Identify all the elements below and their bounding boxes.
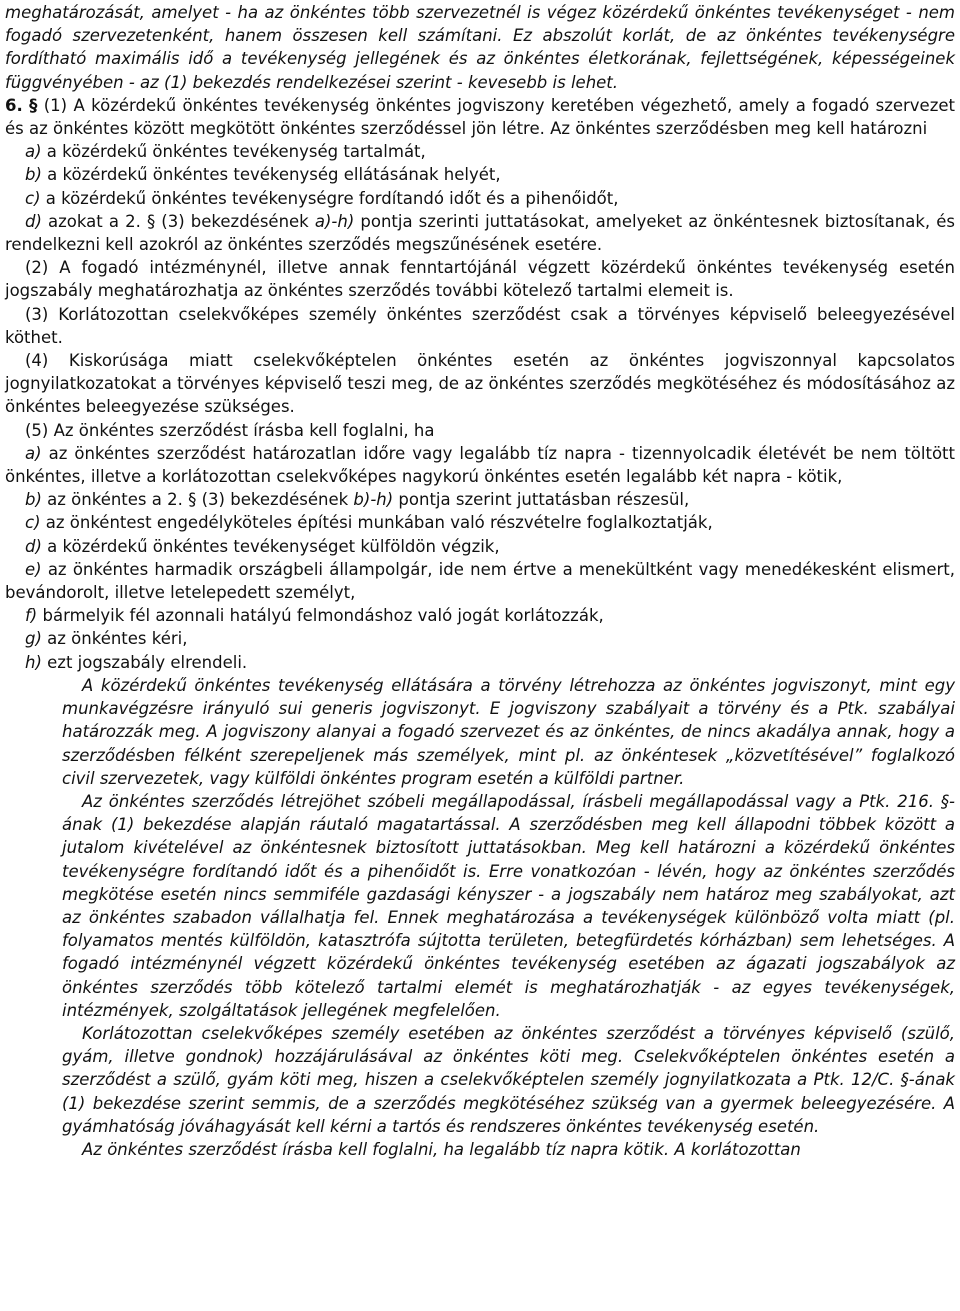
- list-item-text: pontja szerint juttatásban részesül,: [393, 490, 690, 510]
- list-item-key: d): [25, 536, 42, 556]
- section-sign: §: [29, 95, 38, 115]
- section-6-paragraph-3: (3) Korlátozottan cselekvőképes személy önkéntes szerződést csak a törvényes képviselő beleegyezésével köthet.: [5, 304, 955, 347]
- list-item-key: b): [25, 165, 42, 185]
- section-6-paragraph-1: [5, 94, 955, 140]
- list-item-text: bármelyik fél azonnali hatályú felmondáshoz való jogát korlátozzák,: [37, 606, 604, 626]
- list-item-text: ezt jogszabály elrendeli.: [41, 652, 248, 672]
- list-item-key: d): [25, 211, 42, 231]
- commentary-paragraph: Korlátozottan cselekvőképes személy esetében az önkéntes szerződést a törvényes képviselő (szülő, gyám, illetve gondnok) hozzájárulásával az önkéntes köti meg. Cselekvőképtelen önkéntes esetén a szerződést a szülő, gyám köti meg, hiszen a cselekvőképtelen személy jognyilatkozata a Ptk. 12/C. §-ának (1) bekezdése szerint semmis, de a szerződés megkötéséhez szükség van a gyermek beleegyezésére. A gyámhatóság jóváhagyását kell kérni a tartós és rendszeres önkéntes tevékenység esetén.: [62, 1023, 955, 1136]
- section-6-paragraph-1-text: (1) A közérdekű önkéntes tevékenység önkéntes jogviszony keretében végezhető, amely a fogadó szervezet és az önkéntes között megkötött önkéntes szerződéssel jön létre. Az önkéntes szerződésben meg kell határozni: [5, 95, 955, 139]
- reference: a)-h): [314, 211, 355, 231]
- list-item-key: h): [25, 652, 42, 672]
- list-item-key: f): [25, 606, 38, 626]
- list-item-text: a közérdekű önkéntes tevékenység tartalmát,: [41, 142, 426, 162]
- list-item-text: az önkéntes a 2. § (3) bekezdésének: [41, 490, 354, 510]
- section-6-paragraph-4: (4) Kiskorúsága miatt cselekvőképtelen önkéntes esetén az önkéntes jogviszonnyal kapcsolatos jognyilatkozatokat a törvényes képviselő teszi meg, de az önkéntes szerződés megkötéséhez és módosításához az önkéntes beleegyezése szükséges.: [5, 351, 955, 417]
- list-item: [5, 140, 955, 163]
- intro-paragraph: meghatározását, amelyet - ha az önkéntes több szervezetnél is végez közérdekű önkéntes tevékenységet - nem fogadó szervezetenként, hanem összesen kell számítani. Ez abszolút korlát, de az önkéntes tevékenységre fordítható maximális idő a tevékenység jellegének és az önkéntes életkorának, fejlettségének, képességeinek függvényében - az (1) bekezdés rendelkezései szerint - kevesebb is lehet.: [5, 3, 955, 92]
- list-item-text: az önkéntes kéri,: [41, 629, 188, 649]
- section-6-paragraph-5: (5) Az önkéntes szerződést írásba kell foglalni, ha: [25, 420, 435, 440]
- list-item: [5, 651, 955, 674]
- list-item-text: azokat a 2. § (3) bekezdésének: [41, 211, 315, 231]
- list-item-key: c): [25, 188, 41, 208]
- reference: b)-h): [353, 490, 394, 510]
- list-item: [5, 511, 955, 534]
- list-item-key: a): [25, 142, 42, 162]
- list-item-text: a közérdekű önkéntes tevékenységre fordítandó időt és a pihenőidőt,: [40, 188, 619, 208]
- list-item-key: g): [25, 629, 42, 649]
- list-item-text: a közérdekű önkéntes tevékenységet külföldön végzik,: [41, 536, 500, 556]
- list-item-key: c): [25, 513, 41, 533]
- list-item: [5, 604, 955, 627]
- list-item: [5, 535, 955, 558]
- commentary-paragraph: Az önkéntes szerződést írásba kell foglalni, ha legalább tíz napra kötik. A korlátozottan: [82, 1139, 801, 1159]
- section-6-paragraph-2: (2) A fogadó intézménynél, illetve annak fenntartójánál végzett közérdekű önkéntes tevékenység esetén jogszabály meghatározhatja az önkéntes szerződés további kötelező tartalmi elemeit is.: [5, 258, 955, 301]
- list-item-text: az önkéntes szerződést határozatlan időre vagy legalább tíz napra - tizennyolcadik életévét be nem töltött önkéntes, illetve a korlátozottan cselekvőképes nagykorú önkéntes esetén legalább két napra - kötik,: [5, 443, 955, 487]
- list-item: [5, 627, 955, 650]
- list-item-key: a): [25, 443, 42, 463]
- list-item: [5, 442, 955, 488]
- list-item: [5, 558, 955, 604]
- list-item-text: az önkéntest engedélyköteles építési munkában való részvételre foglalkoztatják,: [40, 513, 713, 533]
- commentary-paragraph: A közérdekű önkéntes tevékenység ellátására a törvény létrehozza az önkéntes jogviszonyt, mint egy munkavégzésre irányuló sui generis jogviszonyt. E jogviszony szabályait a törvény és a Ptk. szabályai határozzák meg. A jogviszony alanyai a fogadó szervezet és az önkéntes, de nincs akadálya annak, hogy a szerződésben félként szerepeljenek más személyek, mint pl. az önkéntesek „közvetítésével” foglalkozó civil szervezetek, vagy külföldi önkéntes program esetén a külföldi partner.: [62, 675, 955, 788]
- list-item: [5, 488, 955, 511]
- list-item-key: b): [25, 490, 42, 510]
- list-item-key: e): [25, 559, 42, 579]
- commentary-paragraph: Az önkéntes szerződés létrejöhet szóbeli megállapodással, írásbeli megállapodással vagy a Ptk. 216. §-ának (1) bekezdése alapján ráutaló magatartással. A szerződésben meg kell állapodni többek között a jutalom kivételével az önkéntesnek biztosított juttatásokban. Meg kell határozni a közérdekű önkéntes tevékenységre fordítandó időt és a pihenőidőt is. Erre vonatkozóan - lévén, hogy az önkéntes szerződés megkötése esetén nincs semmiféle gazdasági kényszer - a jogszabály nem határoz meg szabályokat, azt az önkéntes szabadon vállalhatja fel. Ennek meghatározása a tevékenységek különböző volta miatt (pl. folyamatos mentés külföldön, katasztrófa sújtotta területen, betegfürdetés kórházban) sem lehetséges. A fogadó intézménynél végzett közérdekű önkéntes tevékenység esetében az ágazati jogszabályok az önkéntes szerződés több kötelező tartalmi elemét is meghatározhatják - az egyes tevékenységek, intézmények, szolgáltatások jellegének megfelelően.: [62, 791, 955, 1020]
- list-item: [5, 163, 955, 186]
- list-item-text: a közérdekű önkéntes tevékenység ellátásának helyét,: [41, 165, 501, 185]
- list-item: [5, 187, 955, 210]
- list-item-text: az önkéntes harmadik országbeli állampolgár, ide nem értve a menekültként vagy menedékesként elismert, bevándorolt, illetve letelepedett személyt,: [5, 559, 955, 603]
- section-number: 6.: [5, 95, 23, 115]
- list-item-text: pontja szerinti juttatásokat, amelyeket az önkéntesnek biztosítanak, és rendelkezni kell azokról az önkéntes szerződés megszűnésének esetére.: [5, 211, 955, 255]
- list-item: [5, 210, 955, 256]
